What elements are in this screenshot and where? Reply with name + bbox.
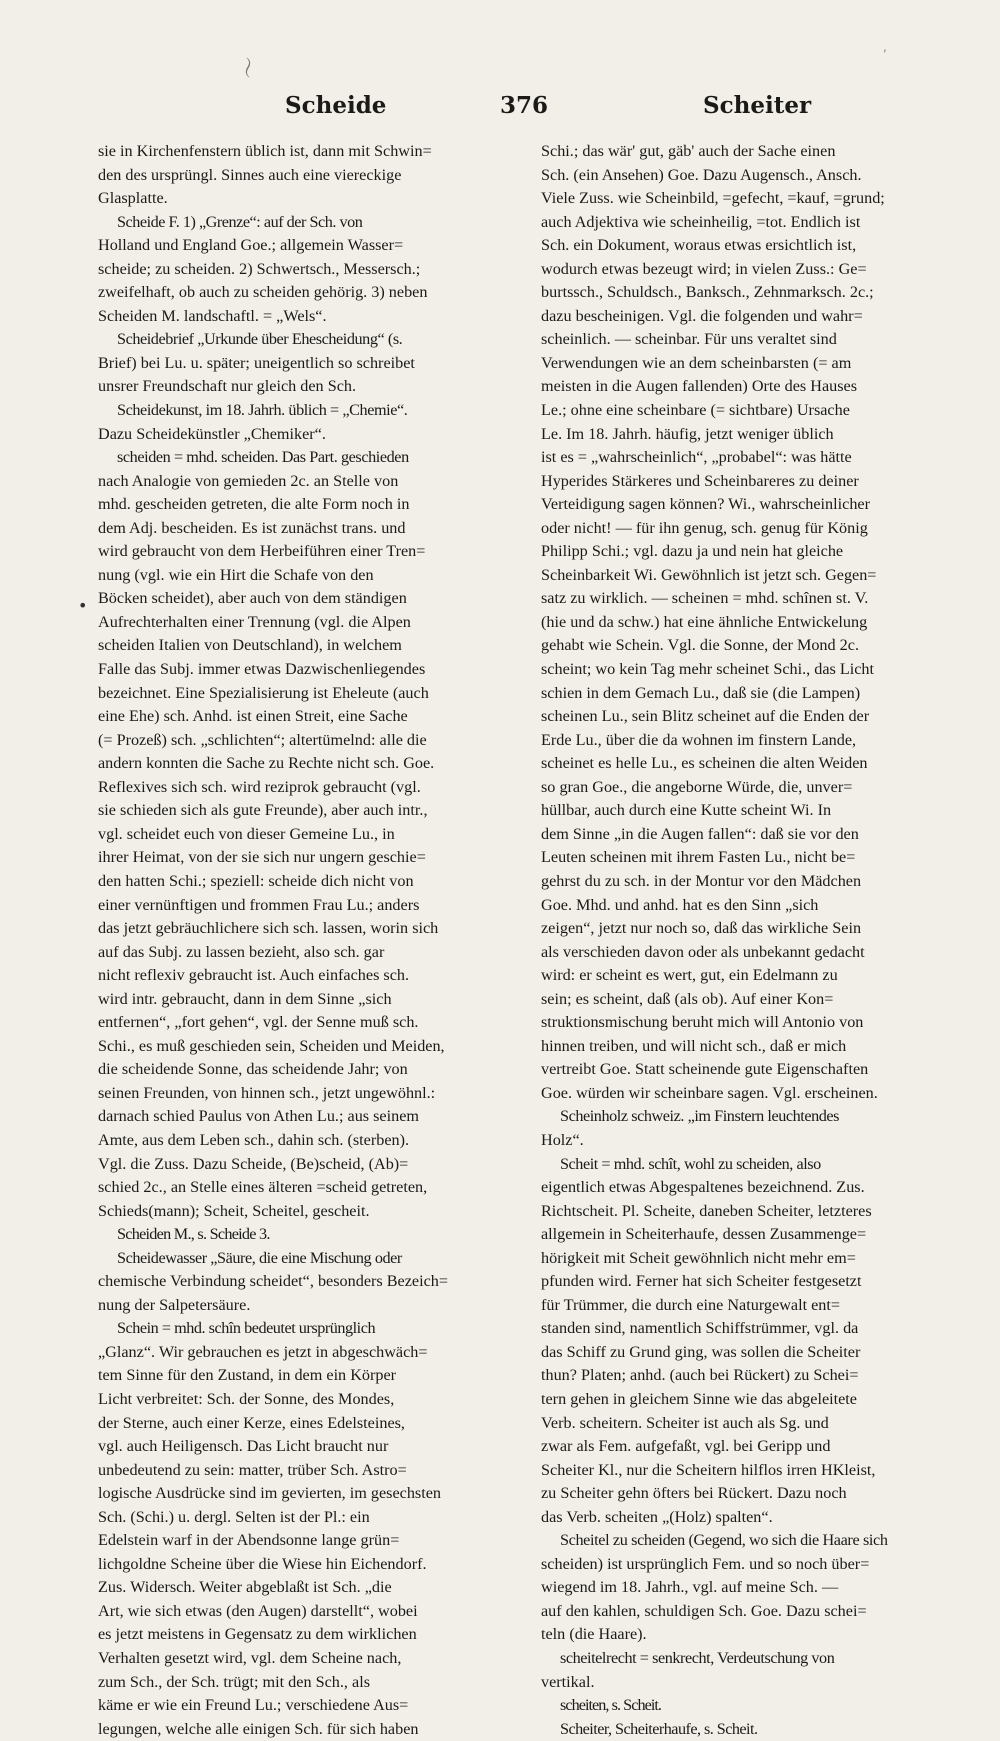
- text-line: Scheit = mhd. schît, wohl zu scheiden, also: [560, 1154, 821, 1173]
- text-line: das jetzt gebräuchlichere sich sch. lassen, worin sich: [98, 919, 439, 938]
- text-line: unbedeutend zu sein: matter, trüber Sch. Astro=: [98, 1460, 407, 1479]
- text-line: dem Adj. bescheiden. Es ist zunächst trans. und: [98, 518, 406, 537]
- text-line: logische Ausdrücke sind im gevierten, im gesechsten: [98, 1484, 442, 1503]
- text-line: satz zu wirklich. — scheinen = mhd. schînen st. V.: [541, 589, 869, 608]
- text-line: Glasplatte.: [98, 189, 168, 208]
- text-line: Scheinbarkeit Wi. Gewöhnlich ist jetzt sch. Gegen=: [541, 565, 877, 584]
- text-line: Verteidigung sagen können? Wi., wahrscheinlicher: [541, 495, 870, 514]
- text-line: Scheiter, Scheiterhaufe, s. Scheit.: [560, 1719, 758, 1738]
- text-line: Licht verbreitet: Sch. der Sonne, des Mondes,: [98, 1389, 395, 1408]
- text-line: scheiden = mhd. scheiden. Das Part. geschieden: [117, 448, 409, 467]
- text-line: hinnen treiben, und will nicht sch., daß er mich: [541, 1036, 847, 1055]
- text-line: das Schiff zu Grund ging, was sollen die Scheiter: [541, 1342, 861, 1361]
- text-line: scheide; zu scheiden. 2) Schwertsch., Messersch.;: [98, 259, 421, 278]
- text-line: Scheiter Kl., nur die Scheitern hilflos irren HKleist,: [541, 1460, 876, 1479]
- text-line: andern konnten die Sache zu Rechte nicht sch. Goe.: [98, 754, 435, 773]
- text-line: sie in Kirchenfenstern üblich ist, dann mit Schwin=: [98, 142, 432, 160]
- text-line: (= Prozeß) sch. „schlichten“; altertümelnd: alle die: [98, 730, 427, 749]
- pencil-squiggle-mark: 〜: [233, 56, 259, 79]
- text-line: wird intr. gebraucht, dann in dem Sinne „sich: [98, 989, 392, 1008]
- text-line: Scheidewasser „Säure, die eine Mischung oder: [117, 1248, 402, 1267]
- text-line: „Glanz“. Wir gebrauchen es jetzt in abgeschwäch=: [98, 1342, 428, 1361]
- text-line: Scheiden M. landschaftl. = „Wels“.: [98, 306, 327, 325]
- text-line: standen sind, namentlich Schiffstrümmer, vgl. da: [541, 1319, 859, 1338]
- text-line: darnach schied Paulus von Athen Lu.; aus seinem: [98, 1107, 419, 1126]
- text-line: einer vernünftigen und frommen Frau Lu.; anders: [98, 895, 420, 914]
- text-line: Holz“.: [541, 1130, 584, 1149]
- text-line: Scheinholz schweiz. „im Finstern leuchtendes: [560, 1107, 840, 1126]
- text-line: wiegend im 18. Jahrh., vgl. auf meine Sch. —: [541, 1578, 839, 1597]
- text-line: vertikal.: [541, 1672, 595, 1691]
- text-line: scheint; wo kein Tag mehr scheinet Schi., das Licht: [541, 660, 875, 679]
- text-line: Viele Zuss. wie Scheinbild, =gefecht, =kauf, =grund;: [541, 189, 885, 208]
- text-line: burtssch., Schuldsch., Banksch., Zehnmarksch. 2c.;: [541, 283, 874, 302]
- text-line: auf den kahlen, schuldigen Sch. Goe. Dazu schei=: [541, 1601, 867, 1620]
- text-line: Scheitel zu scheiden (Gegend, wo sich die Haare sich: [560, 1531, 888, 1550]
- text-line: so gran Goe., die angeborne Würde, die, unver=: [541, 777, 853, 796]
- header-right-word: Scheiter: [703, 92, 812, 119]
- text-line: struktionsmischung beruht mich will Antonio von: [541, 1013, 864, 1032]
- text-line: scheiden) ist ursprünglich Fem. und so noch über=: [541, 1554, 870, 1573]
- text-line: lichgoldne Scheine über die Wiese hin Eichendorf.: [98, 1554, 427, 1573]
- text-line: Goe. Mhd. und anhd. hat es den Sinn „sich: [541, 895, 819, 914]
- text-line: Schi., es muß geschieden sein, Scheiden und Meiden,: [98, 1036, 445, 1055]
- text-line: hüllbar, auch durch eine Kutte scheint Wi. In: [541, 801, 832, 820]
- text-line: Brief) bei Lu. u. später; uneigentlich so schreibet: [98, 353, 415, 372]
- text-line: Aufrechterhalten einer Trennung (vgl. die Alpen: [98, 612, 411, 631]
- text-line: chemische Verbindung scheidet“, besonders Bezeich=: [98, 1272, 448, 1291]
- text-line: Scheiden M., s. Scheide 3.: [117, 1225, 270, 1244]
- text-line: Schieds(mann); Scheit, Scheitel, gescheit.: [98, 1201, 370, 1220]
- text-line: (hie und da schw.) hat eine ähnliche Entwickelung: [541, 612, 868, 631]
- text-line: Vgl. die Zuss. Dazu Scheide, (Be)scheid, (Ab)=: [98, 1154, 409, 1173]
- text-line: zu Scheiter gehn öfters bei Rückert. Dazu noch: [541, 1484, 847, 1503]
- text-line: nicht reflexiv gebraucht ist. Auch einfaches sch.: [98, 966, 410, 985]
- text-line: dazu bescheinigen. Vgl. die folgenden und wahr=: [541, 306, 863, 325]
- text-line: es jetzt meistens in Gegensatz zu dem wirklichen: [98, 1625, 417, 1644]
- text-line: Erde Lu., über die da wohnen im finstern Lande,: [541, 730, 857, 749]
- text-line: Reflexives sich sch. wird reziprok gebraucht (vgl.: [98, 777, 421, 796]
- text-line: Edelstein warf in der Abendsonne lange grün=: [98, 1531, 400, 1550]
- text-line: für Trümmer, die durch eine Naturgewalt ent=: [541, 1295, 841, 1314]
- text-line: Falle das Subj. immer etwas Dazwischenliegendes: [98, 660, 426, 679]
- text-line: tem Sinne für den Zustand, in dem ein Körper: [98, 1366, 397, 1385]
- text-line: unsrer Freundschaft nur gleich den Sch.: [98, 377, 357, 396]
- text-line: als verschieden davon oder als unbekannt gedacht: [541, 942, 865, 961]
- text-line: Le. Im 18. Jahrh. häufig, jetzt weniger üblich: [541, 424, 834, 443]
- text-line: der Sterne, auch einer Kerze, eines Edelsteines,: [98, 1413, 405, 1432]
- text-line: scheinen Lu., sein Blitz scheinet auf die Enden der: [541, 707, 870, 726]
- text-line: nung der Salpetersäure.: [98, 1295, 251, 1314]
- text-line: Schi.; das wär' gut, gäb' auch der Sache einen: [541, 142, 836, 160]
- text-line: Verb. scheitern. Scheiter ist auch als Sg. und: [541, 1413, 829, 1432]
- text-line: thun? Platen; anhd. (auch bei Rückert) zu Schei=: [541, 1366, 859, 1385]
- text-line: Holland und England Goe.; allgemein Wasser=: [98, 236, 404, 255]
- text-line: mhd. gescheiden getreten, die alte Form noch in: [98, 495, 410, 514]
- text-line: Scheidekunst, im 18. Jahrh. üblich = „Chemie“.: [117, 401, 408, 420]
- text-line: den hatten Schi.; speziell: scheide dich nicht von: [98, 871, 414, 890]
- text-line: scheitelrecht = senkrecht, Verdeutschung von: [560, 1649, 835, 1667]
- text-line: nung (vgl. wie ein Hirt die Schafe von den: [98, 565, 374, 584]
- text-line: vgl. auch Heiligensch. Das Licht braucht nur: [98, 1437, 389, 1456]
- text-line: Verhalten gesetzt wird, vgl. dem Scheine nach,: [98, 1649, 402, 1667]
- text-line: eigentlich etwas Abgespaltenes bezeichnend. Zus.: [541, 1178, 865, 1197]
- text-line: legungen, welche alle einigen Sch. für sich haben: [98, 1719, 419, 1738]
- text-line: Sch. (Schi.) u. dergl. Selten ist der Pl.: ein: [98, 1507, 370, 1526]
- text-line: die scheidende Sonne, das scheidende Jahr; von: [98, 1060, 408, 1079]
- text-line: teln (die Haare).: [541, 1625, 647, 1644]
- text-line: ist es = „wahrscheinlich“, „probabel“: was hätte: [541, 448, 852, 467]
- text-line: Le.; ohne eine scheinbare (= sichtbare) Ursache: [541, 401, 850, 420]
- text-line: Goe. würden wir scheinbare sagen. Vgl. erscheinen.: [541, 1083, 878, 1102]
- text-line: hörigkeit mit Scheit gewöhnlich nicht mehr em=: [541, 1248, 856, 1267]
- text-line: den des ursprüngl. Sinnes auch eine viereckige: [98, 165, 402, 184]
- left-column: [98, 140, 530, 1741]
- text-line: auf das Subj. zu lassen bezieht, also sch. gar: [98, 942, 385, 961]
- text-line: entfernen“, „fort gehen“, vgl. der Senne muß sch.: [98, 1013, 419, 1032]
- text-line: bezeichnet. Eine Spezialisierung ist Eheleute (auch: [98, 683, 429, 702]
- text-line: Philipp Schi.; vgl. dazu ja und nein hat gleiche: [541, 542, 844, 561]
- text-line: das Verb. scheiten „(Holz) spalten“.: [541, 1507, 773, 1526]
- text-line: zweifelhaft, ob auch zu scheiden gehörig. 3) neben: [98, 283, 428, 302]
- text-line: zwar als Fem. aufgefaßt, vgl. bei Geripp und: [541, 1437, 831, 1456]
- right-column: [541, 140, 949, 1741]
- text-line: wird: er scheint es wert, gut, ein Edelmann zu: [541, 966, 838, 985]
- text-line: auch Adjektiva wie scheinheilig, =tot. Endlich ist: [541, 212, 861, 231]
- text-line: nach Analogie von gemieden 2c. an Stelle von: [98, 471, 399, 490]
- text-line: Sch. (ein Ansehen) Goe. Dazu Augensch., Ansch.: [541, 165, 862, 184]
- text-line: scheinet es helle Lu., es scheinen die alten Weiden: [541, 754, 868, 773]
- margin-dot-mark: •: [78, 596, 88, 615]
- text-line: Schein = mhd. schîn bedeutet ursprünglich: [117, 1319, 376, 1338]
- text-line: gehabt wie Schein. Vgl. die Sonne, der Mond 2c.: [541, 636, 859, 655]
- text-line: tern gehen in gleichem Sinne wie das abgeleitete: [541, 1389, 857, 1408]
- text-line: vertreibt Goe. Statt scheinende gute Eigenschaften: [541, 1060, 869, 1079]
- text-line: Zus. Widersch. Weiter abgeblaßt ist Sch. „die: [98, 1578, 392, 1597]
- pencil-tick-mark: ,: [883, 40, 887, 54]
- text-line: Leuten scheinen mit ihrem Fasten Lu., nicht be=: [541, 848, 856, 867]
- text-line: sein; es scheint, daß (als ob). Auf einer Kon=: [541, 989, 834, 1008]
- text-line: Hyperides Stärkeres und Scheinbareres zu deiner: [541, 471, 859, 490]
- text-line: Sch. ein Dokument, woraus etwas ersichtlich ist,: [541, 236, 857, 255]
- text-line: wodurch etwas bezeugt wird; in vielen Zuss.: Ge=: [541, 259, 867, 278]
- text-line: allgemein in Scheiterhaufe, dessen Zusammenge=: [541, 1225, 867, 1244]
- text-line: Art, wie sich etwas (den Augen) darstellt“, wobei: [98, 1601, 418, 1620]
- text-line: Richtscheit. Pl. Scheite, daneben Scheiter, letzteres: [541, 1201, 872, 1220]
- text-line: gehrst du zu sch. in der Montur vor den Mädchen: [541, 871, 862, 890]
- text-line: scheiden Italien von Deutschland), in welchem: [98, 636, 402, 655]
- text-line: meisten in die Augen fallenden) Orte des Hauses: [541, 377, 858, 396]
- text-line: schied 2c., an Stelle eines älteren =scheid getreten,: [98, 1178, 428, 1197]
- text-line: Böcken scheidet), aber auch von dem ständigen: [98, 589, 407, 608]
- header-left-word: Scheide: [285, 92, 387, 119]
- text-line: wird gebraucht von dem Herbeiführen einer Tren=: [98, 542, 426, 561]
- text-line: Amte, aus dem Leben sch., dahin sch. (sterben).: [98, 1130, 410, 1149]
- text-line: pfunden wird. Ferner hat sich Scheiter festgesetzt: [541, 1272, 862, 1291]
- page-number: 376: [500, 92, 549, 119]
- text-line: vgl. scheidet euch von dieser Gemeine Lu., in: [98, 824, 395, 843]
- text-line: Scheidebrief „Urkunde über Ehescheidung“ (s.: [117, 330, 403, 349]
- text-line: oder nicht! — für ihn genug, sch. genug für König: [541, 518, 868, 537]
- text-line: schien in dem Gemach Lu., daß sie (die Lampen): [541, 683, 861, 702]
- text-line: scheiten, s. Scheit.: [560, 1696, 662, 1715]
- text-line: scheinlich. — scheinbar. Für uns veraltet sind: [541, 330, 837, 349]
- text-line: eine Ehe) sch. Anhd. ist einen Streit, eine Sache: [98, 707, 408, 726]
- text-line: zeigen“, jetzt nur noch so, daß das wirkliche Sein: [541, 919, 862, 938]
- text-line: ihrer Heimat, von der sie sich nur ungern geschie=: [98, 848, 426, 867]
- text-line: seinen Freunden, von hinnen sch., jetzt ungewöhnl.:: [98, 1083, 436, 1102]
- text-line: Scheide F. 1) „Grenze“: auf der Sch. von: [117, 212, 363, 231]
- text-line: sie schieden sich als gute Freunde), aber auch intr.,: [98, 801, 428, 820]
- text-line: zum Sch., der Sch. trügt; mit den Sch., als: [98, 1672, 371, 1691]
- text-line: dem Sinne „in die Augen fallen“: daß sie vor den: [541, 824, 859, 843]
- text-line: Dazu Scheidekünstler „Chemiker“.: [98, 424, 326, 443]
- text-line: käme er wie ein Freund Lu.; verschiedene Aus=: [98, 1696, 409, 1715]
- text-line: Verwendungen wie an dem scheinbarsten (= am: [541, 353, 852, 372]
- running-header: [95, 92, 953, 126]
